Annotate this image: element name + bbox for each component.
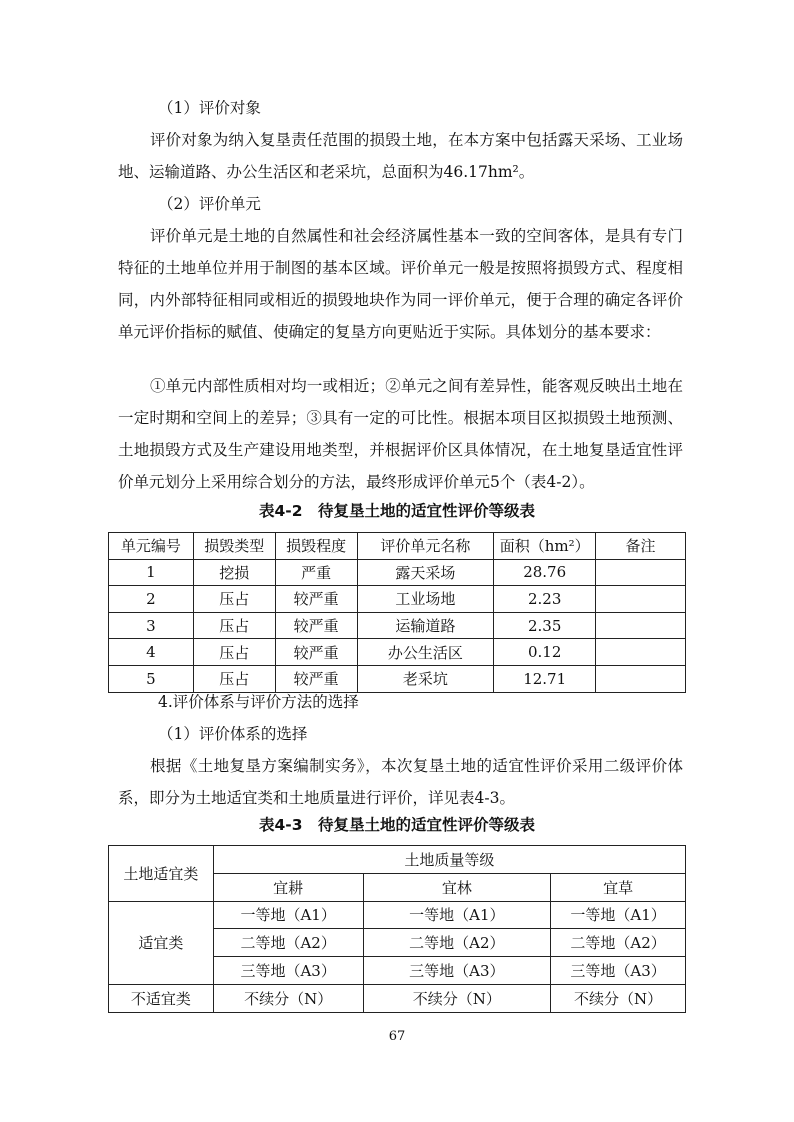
table-cell: 1: [109, 559, 194, 586]
table-cell: 二等地（A2）: [213, 929, 363, 957]
table-4-3-caption: 表4-3 待复垦土地的适宜性评价等级表: [258, 816, 535, 834]
header-unit-number: 单元编号: [109, 533, 194, 560]
subheader-cultivation: 宜耕: [213, 873, 363, 901]
table-cell: 严重: [275, 559, 357, 586]
table-4-3: [108, 845, 686, 1013]
table-cell: 12.71: [494, 665, 596, 692]
unsuitable-category-cell: 不适宜类: [109, 984, 214, 1012]
paragraph-unit-requirements: ①单元内部性质相对均一或相近；②单元之间有差异性，能客观反映出土地在一定时期和空间上的差异；③具有一定的可比性。根据本项目区拟损毁土地预测、土地损毁方式及生产建设用地类型，并根据评价区具体情况，在土地复垦适宜性评价单元划分上采用综合划分的方法，最终形成评价单元5个（表4-2）。: [118, 377, 683, 491]
subheader-forest: 宜林: [363, 873, 551, 901]
table-cell: 工业场地: [357, 586, 494, 613]
table-cell: 2: [109, 586, 194, 613]
header-damage-type: 损毁类型: [193, 533, 275, 560]
table-row: [109, 984, 686, 1012]
table-cell: 压占: [193, 639, 275, 666]
table-cell: 二等地（A2）: [363, 929, 551, 957]
header-damage-degree: 损毁程度: [275, 533, 357, 560]
table-cell: 较严重: [275, 612, 357, 639]
section-heading-evaluation-system: 4.评价体系与评价方法的选择: [158, 693, 359, 711]
table-cell: 较严重: [275, 665, 357, 692]
table-row: [109, 612, 686, 639]
suitable-category-cell: 适宜类: [109, 901, 214, 984]
table-cell: 0.12: [494, 639, 596, 666]
table-cell: 较严重: [275, 586, 357, 613]
section-heading-evaluation-unit: （2）评价单元: [158, 195, 261, 213]
table-cell: 三等地（A3）: [213, 957, 363, 985]
table-cell: [596, 612, 686, 639]
table-row: [109, 901, 686, 929]
table-cell: 2.35: [494, 612, 596, 639]
paragraph-system-selection: 根据《土地复垦方案编制实务》，本次复垦土地的适宜性评价采用二级评价体系，即分为土地适宜类和土地质量进行评价，详见表4-3。: [118, 757, 683, 807]
table-cell: 老采坑: [357, 665, 494, 692]
table-cell: [596, 559, 686, 586]
section-heading-system-selection: （1）评价体系的选择: [158, 725, 308, 743]
table-4-2: [108, 532, 686, 693]
table-cell: 3: [109, 612, 194, 639]
table-header-row: [109, 533, 686, 560]
table-cell: 三等地（A3）: [363, 957, 551, 985]
table-cell: 三等地（A3）: [551, 957, 686, 985]
table-cell: 不续分（N）: [551, 984, 686, 1012]
table-cell: 挖损: [193, 559, 275, 586]
table-cell: 压占: [193, 586, 275, 613]
table-row: [109, 559, 686, 586]
table-cell: [596, 639, 686, 666]
table-cell: 一等地（A1）: [363, 901, 551, 929]
table-cell: 一等地（A1）: [213, 901, 363, 929]
table-cell: 压占: [193, 665, 275, 692]
header-unit-name: 评价单元名称: [357, 533, 494, 560]
table-cell: 不续分（N）: [213, 984, 363, 1012]
table-cell: 不续分（N）: [363, 984, 551, 1012]
section-heading-evaluation-object: （1）评价对象: [158, 99, 261, 117]
table-cell: 运输道路: [357, 612, 494, 639]
header-area: 面积（hm²）: [494, 533, 596, 560]
page-number: 67: [388, 1029, 406, 1044]
table-4-2-caption: 表4-2 待复垦土地的适宜性评价等级表: [258, 502, 535, 520]
table-header-row: [109, 846, 686, 874]
table-cell: 较严重: [275, 639, 357, 666]
table-cell: [596, 586, 686, 613]
table-cell: 二等地（A2）: [551, 929, 686, 957]
table-cell: 办公生活区: [357, 639, 494, 666]
table-cell: 5: [109, 665, 194, 692]
table-cell: 一等地（A1）: [551, 901, 686, 929]
table-cell: 露天采场: [357, 559, 494, 586]
table-row: [109, 639, 686, 666]
table-cell: 2.23: [494, 586, 596, 613]
table-cell: 4: [109, 639, 194, 666]
paragraph-evaluation-unit: 评价单元是土地的自然属性和社会经济属性基本一致的空间客体，是具有专门特征的土地单位并用于制图的基本区域。评价单元一般是按照将损毁方式、程度相同，内外部特征相同或相近的损毁地块作为同一评价单元，便于合理的确定各评价单元评价指标的赋值、使确定的复垦方向更贴近于实际。具体划分的基本要求：: [118, 227, 683, 341]
paragraph-evaluation-object: 评价对象为纳入复垦责任范围的损毁土地，在本方案中包括露天采场、工业场地、运输道路、办公生活区和老采坑，总面积为46.17hm²。: [118, 131, 683, 181]
header-remarks: 备注: [596, 533, 686, 560]
subheader-grass: 宜草: [551, 873, 686, 901]
header-land-quality: 土地质量等级: [213, 846, 685, 874]
header-land-category: 土地适宜类: [109, 846, 214, 902]
table-cell: 压占: [193, 612, 275, 639]
table-cell: 28.76: [494, 559, 596, 586]
table-row: [109, 586, 686, 613]
